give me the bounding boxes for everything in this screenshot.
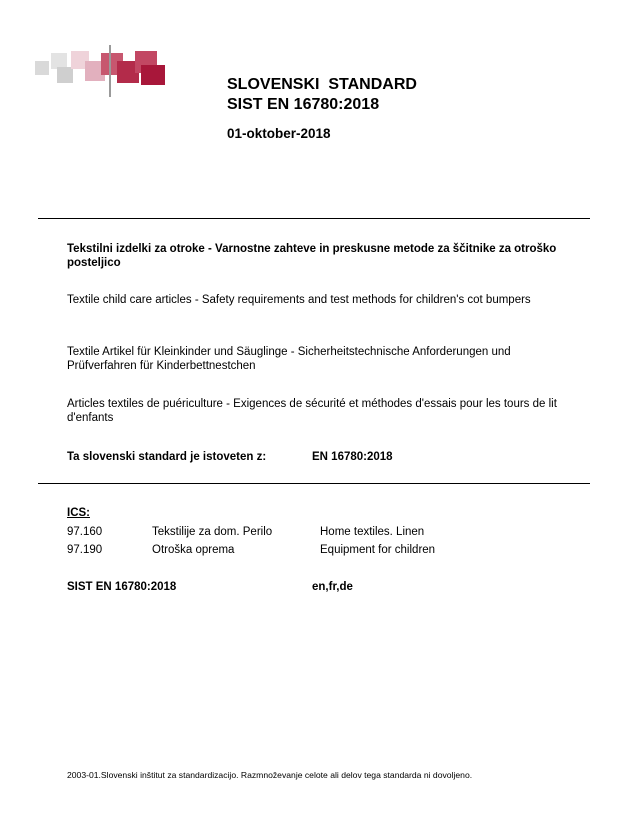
ics-description-sl: Otroška oprema [152,544,235,556]
bottom-divider [38,483,590,484]
ics-row [67,544,587,560]
publication-date: 01-oktober-2018 [227,126,331,141]
footer-standard-code: SIST EN 16780:2018 [67,581,177,593]
copyright-notice: 2003-01.Slovenski inštitut za standardizacijo. Razmnoževanje celote ali delov tega standarda ni dovoljeno. [67,770,473,780]
standard-title [227,75,417,115]
standard-type: SLOVENSKI STANDARD [227,76,417,93]
title-slovenian: Tekstilni izdelki za otroke - Varnostne zahteve in preskusne metode za ščitnike za otroško posteljico [67,243,557,269]
ics-row [67,526,587,542]
equivalence-label: Ta slovenski standard je istoveten z: [67,451,267,463]
ics-heading: ICS: [67,507,90,519]
top-divider [38,218,590,219]
title-german: Textile Artikel für Kleinkinder und Säuglinge - Sicherheitstechnische Anforderungen und Prüfverfahren für Kinderbettnestchen [67,346,511,372]
standard-code: SIST EN 16780:2018 [227,96,380,113]
title-english: Textile child care articles - Safety requirements and test methods for children's cot bumpers [67,294,531,306]
ics-description-en: Home textiles. Linen [320,526,425,538]
equivalence-value: EN 16780:2018 [312,451,393,463]
title-french: Articles textiles de puériculture - Exigences de sécurité et méthodes d'essais pour les tours de lit d'enfants [67,398,557,424]
ics-description-en: Equipment for children [320,544,436,556]
ics-description-sl: Tekstilije za dom. Perilo [152,526,273,538]
ics-code: 97.160 [67,526,103,538]
sist-logo [35,47,165,95]
ics-code: 97.190 [67,544,103,556]
footer-languages: en,fr,de [312,581,353,593]
